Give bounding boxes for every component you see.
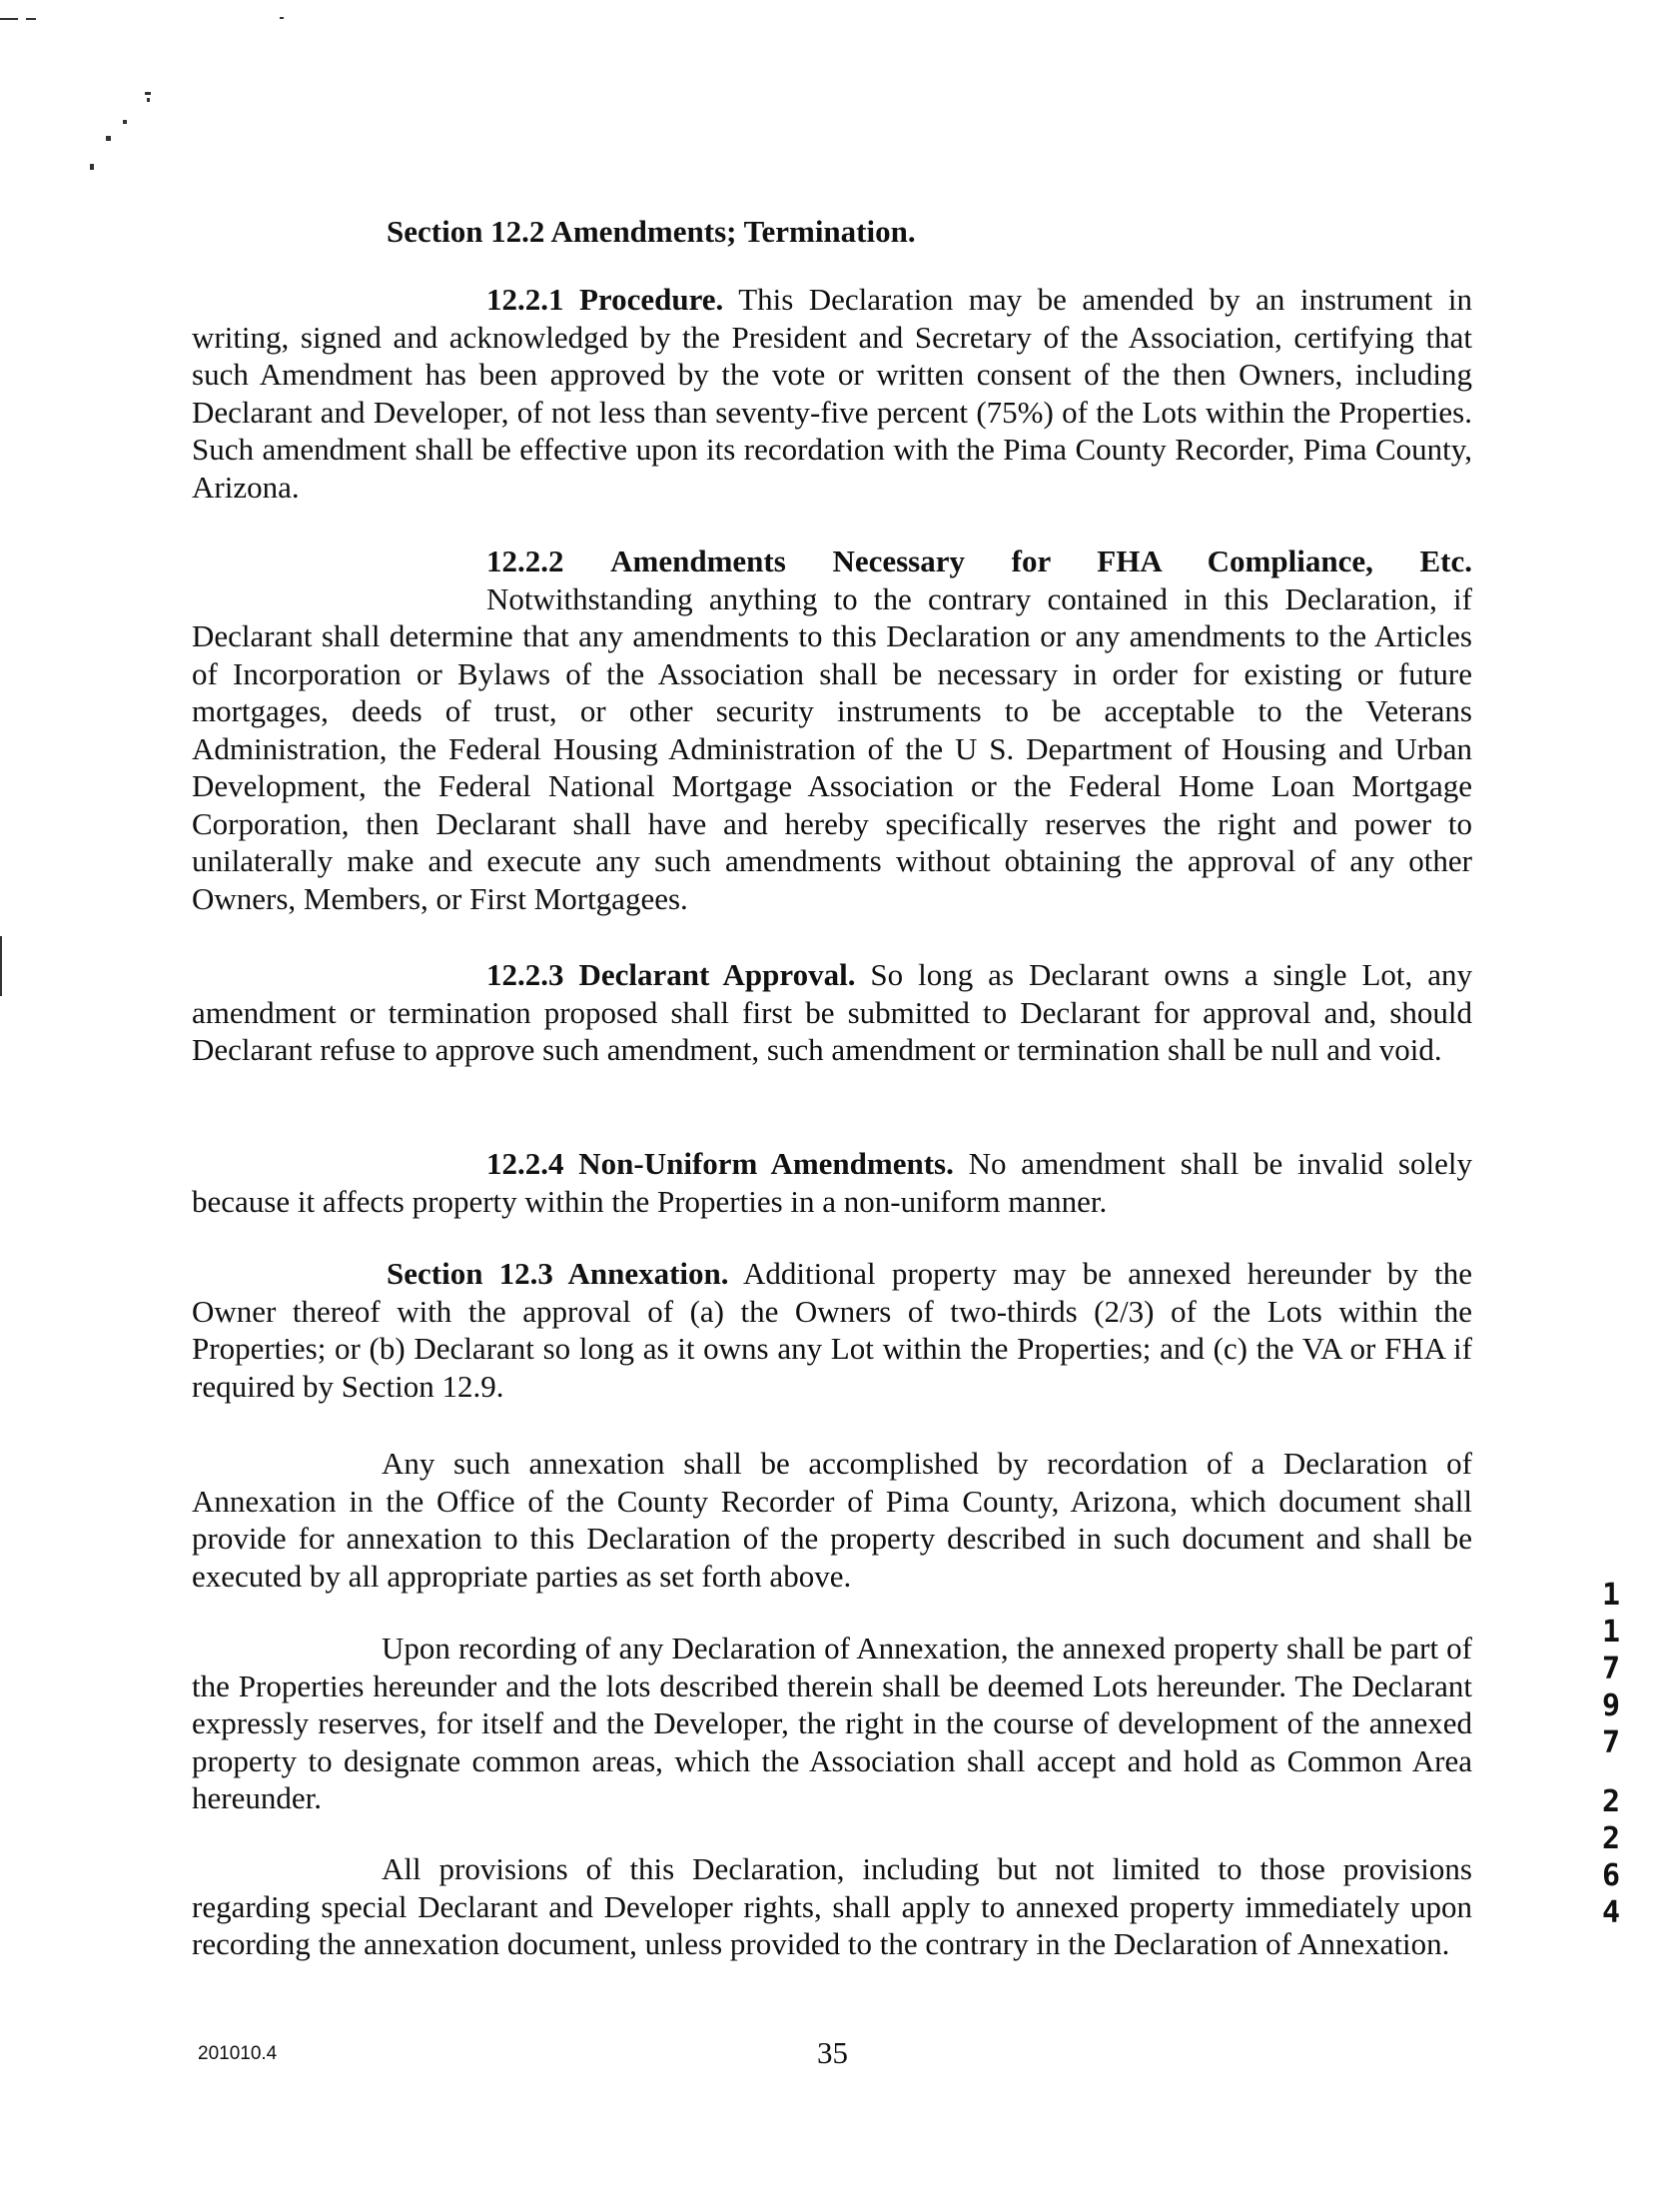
paragraph-12-2-2 — [192, 543, 1472, 917]
scan-mark — [106, 136, 111, 141]
scan-mark — [0, 936, 2, 996]
paragraph-title: Declarant Approval. — [578, 957, 856, 992]
paragraph-12-2-3 — [192, 956, 1472, 1069]
scan-mark — [147, 98, 150, 102]
paragraph-number: 12.2.3 — [486, 957, 564, 992]
annexation-paragraph: Any such annexation shall be accomplished by recordation of a Declaration of Annexation in the Office of the County Recorder of Pima County, Arizona, which document shall provide for annexation to this Declaration of the property described in such document and shall be executed by all appropriate parties as set forth above. — [192, 1446, 1472, 1594]
paragraph-number: 12.2.4 — [486, 1146, 564, 1181]
paragraph-text: Additional property may be annexed hereunder by the Owner thereof with the approval of (a) the Owners of two-thirds (2/3) of the Lots within the Properties; or (b) Declarant so long as it owns any Lot within the Properties; and (c) the VA or FHA if required by Section 12.9. — [192, 1256, 1472, 1404]
annexation-paragraph: All provisions of this Declaration, including but not limited to those provisions regarding special Declarant and Developer rights, shall apply to annexed property immediately upon recording the annexation document, unless provided to the contrary in the Declaration of Annexation. — [192, 1851, 1472, 1961]
paragraph-title: Procedure. — [578, 282, 724, 317]
paragraph-number: 12.2.1 — [486, 282, 564, 317]
recording-digit: 2 — [1601, 1821, 1621, 1856]
scan-mark — [0, 18, 18, 20]
section-heading: Section 12.3 Annexation. — [387, 1256, 729, 1291]
recording-digit: 9 — [1601, 1688, 1621, 1723]
scan-mark — [280, 17, 284, 19]
paragraph-title: Amendments Necessary for FHA Compliance, Etc. — [610, 544, 1472, 578]
recording-digit: 1 — [1601, 1578, 1621, 1613]
paragraph-text: This Declaration may be amended by an instrument in writing, signed and acknowledged by the President and Secretary of the Association, certifying that such Amendment has been approved by the vote or written consent of the then Owners, including Declarant and Developer, of not less than seventy-five percent (75%) of the Lots within the Properties. Such amendment shall be effective upon its recordation with the Pima County Recorder, Pima County, Arizona. — [192, 282, 1472, 505]
scan-mark — [26, 18, 36, 20]
scan-mark — [145, 92, 151, 95]
footer-document-code: 201010.4 — [198, 2043, 278, 2064]
scan-mark — [90, 164, 94, 170]
paragraph-12-2-1 — [192, 281, 1472, 506]
recording-digit: 1 — [1601, 1615, 1621, 1650]
recording-number-stamp — [1596, 1577, 1626, 1931]
recording-digit: 7 — [1601, 1652, 1621, 1686]
paragraph-text: Notwithstanding anything to the contrary contained in this Declaration, if Declarant shall determine that any amendments to this Declaration or any amendments to the Articles of Incorporation or Bylaws of the Association shall be necessary in order for existing or future mortgages, deeds of trust, or other security instruments to be acceptable to the Veterans Administration, the Federal Housing Administration of the U S. Department of Housing and Urban Development, the Federal National Mortgage Association or the Federal Home Loan Mortgage Corporation, then Declarant shall have and hereby specifically reserves the right and power to unilaterally make and execute any such amendments without obtaining the approval of any other Owners, Members, or First Mortgagees. — [192, 580, 1472, 916]
page-number: 35 — [817, 2035, 848, 2070]
paragraph-title: Non-Uniform Amendments. — [578, 1146, 954, 1181]
annexation-paragraph: Upon recording of any Declaration of Annexation, the annexed property shall be part of the Properties hereunder and the lots described therein shall be deemed Lots hereunder. The Declarant expressly reserves, for itself and the Developer, the right in the course of development of the annexed property to designate common areas, which the Association shall accept and hold as Common Area hereunder. — [192, 1631, 1472, 1815]
paragraph-text: No amendment shall be invalid solely because it affects property within the Properties in a non-uniform manner. — [192, 1146, 1472, 1219]
section-12-2-heading: Section 12.2 Amendments; Termination. — [387, 214, 916, 249]
paragraph-text: So long as Declarant owns a single Lot, any amendment or termination proposed shall first be submitted to Declarant for approval and, should Declarant refuse to approve such amendment, such amendment or termination shall be null and void. — [192, 957, 1473, 1067]
recording-digit: 6 — [1601, 1858, 1621, 1893]
stamp-gap — [1596, 1761, 1626, 1783]
paragraph-12-2-4 — [192, 1145, 1472, 1220]
recording-digit: 2 — [1601, 1784, 1621, 1819]
recording-digit: 7 — [1601, 1725, 1621, 1760]
paragraph-number: 12.2.2 — [486, 544, 564, 578]
recording-digit: 4 — [1601, 1895, 1621, 1930]
scan-mark — [123, 120, 127, 124]
section-12-3 — [192, 1255, 1472, 1405]
